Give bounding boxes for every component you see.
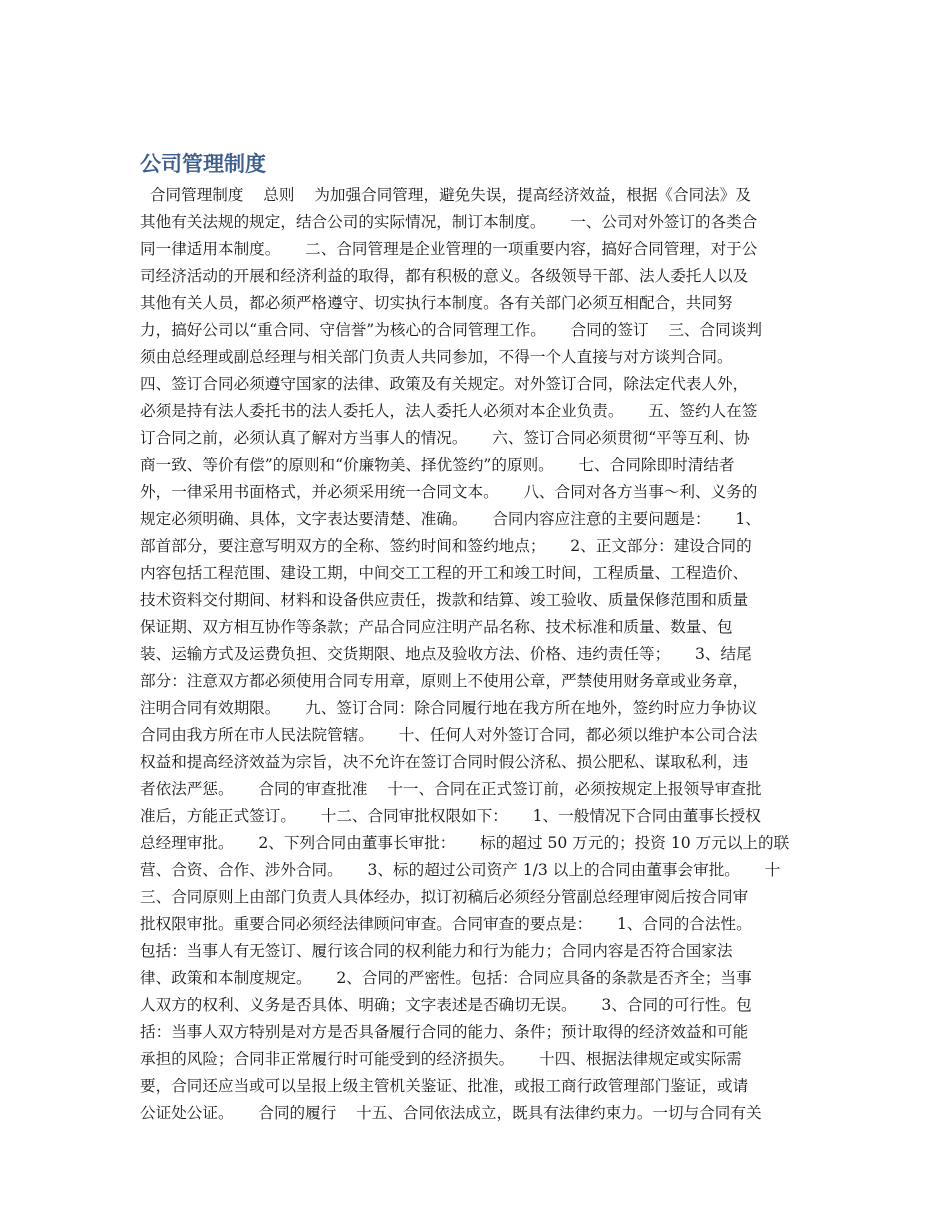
body-text-line: 者依法严惩。 合同的审查批准 十一、合同在正式签订前，必须按规定上报领导审查批 — [140, 780, 762, 798]
body-text-line: 四、签订合同必须遵守国家的法律、政策及有关规定。对外签订合同，除法定代表人外， — [140, 375, 749, 393]
body-text-line: 部首部分，要注意写明双方的全称、签约时间和签约地点； 2、正文部分：建设合同的 — [140, 537, 752, 555]
body-text-line: 权益和提高经济效益为宗旨，决不允许在签订合同时假公济私、损公肥私、谋取私利，违 — [140, 753, 749, 771]
body-text-line: 总经理审批。 2、下列合同由董事长审批： 标的超过 50 万元的；投资 10 万元以上的联 — [140, 834, 790, 852]
body-text-line: 律、政策和本制度规定。 2、合同的严密性。包括：合同应具备的条款是否齐全；当事 — [140, 969, 752, 987]
body-text-line: 订合同之前，必须认真了解对方当事人的情况。 六、签订合同必须贯彻“平等互利、协 — [140, 429, 750, 447]
body-text-line: 营、合资、合作、涉外合同。 3、标的超过公司资产 1/3 以上的合同由董事会审批。 十 — [140, 861, 781, 879]
body-text-line: 同一律适用本制度。 二、合同管理是企业管理的一项重要内容，搞好合同管理，对于公 — [140, 240, 758, 258]
body-text-line: 其他有关人员，都必须严格遵守、切实执行本制度。各有关部门必须互相配合，共同努 — [140, 294, 733, 312]
body-text-line: 规定必须明确、具体，文字表达要清楚、准确。 合同内容应注意的主要问题是： 1、 — [140, 510, 761, 528]
page-title: 公司管理制度 — [140, 152, 266, 176]
body-text-line: 人双方的权利、义务是否具体、明确；文字表述是否确切无误。 3、合同的可行性。包 — [140, 996, 752, 1014]
body-text-line: 要，合同还应当或可以呈报上级主管机关鉴证、批准，或报工商行政管理部门鉴证，或请 — [140, 1077, 749, 1095]
body-text-line: 必须是持有法人委托书的法人委托人，法人委托人必须对本企业负责。 五、签约人在签 — [140, 402, 758, 420]
body-text-line: 合同由我方所在市人民法院管辖。 十、任何人对外签订合同，都必须以维护本公司合法 — [140, 726, 758, 744]
body-text-line: 内容包括工程范围、建设工期，中间交工工程的开工和竣工时间，工程质量、工程造价、 — [140, 564, 749, 582]
body-text-line: 商一致、等价有偿”的原则和“价廉物美、择优签约”的原则。 七、合同除即时清结者 — [140, 456, 735, 474]
body-text-line: 部分：注意双方都必须使用合同专用章，原则上不使用公章，严禁使用财务章或业务章， — [140, 672, 749, 690]
body-text-line: 须由总经理或副总经理与相关部门负责人共同参加，不得一个人直接与对方谈判合同。 — [140, 348, 733, 366]
body-text-line: 力，搞好公司以“重合同、守信誉”为核心的合同管理工作。 合同的签订 三、合同谈判 — [140, 321, 762, 339]
body-text-line: 司经济活动的开展和经济利益的取得，都有积极的意义。各级领导干部、法人委托人以及 — [140, 267, 749, 285]
body-text-line: 批权限审批。重要合同必须经法律顾问审查。合同审查的要点是： 1、合同的合法性。 — [140, 915, 752, 933]
body-text-line: 合同管理制度 总则 为加强合同管理，避免失误，提高经济效益，根据《合同法》及 — [140, 186, 751, 204]
body-text-line: 三、合同原则上由部门负责人具体经办，拟订初稿后必须经分管副总经理审阅后按合同审 — [140, 888, 749, 906]
body-text-line: 括：当事人双方特别是对方是否具备履行合同的能力、条件；预计取得的经济效益和可能 — [140, 1023, 749, 1041]
body-text-line: 技术资料交付期间、材料和设备供应责任，拨款和结算、竣工验收、质量保修范围和质量 — [140, 591, 749, 609]
body-text-line: 其他有关法规的规定，结合公司的实际情况，制订本制度。 一、公司对外签订的各类合 — [140, 213, 758, 231]
body-text-line: 包括：当事人有无签订、履行该合同的权利能力和行为能力；合同内容是否符合国家法 — [140, 942, 733, 960]
body-text-line: 承担的风险；合同非正常履行时可能受到的经济损失。 十四、根据法律规定或实际需 — [140, 1050, 742, 1068]
body-text-line: 注明合同有效期限。 九、签订合同：除合同履行地在我方所在地外，签约时应力争协议 — [140, 699, 758, 717]
body-text-line: 保证期、双方相互协作等条款；产品合同应注明产品名称、技术标准和质量、数量、包 — [140, 618, 733, 636]
body-text-line: 外，一律采用书面格式，并必须采用统一合同文本。 八、合同对各方当事～利、义务的 — [140, 483, 758, 501]
document-body — [140, 182, 820, 1127]
body-text-line: 公证处公证。 合同的履行 十五、合同依法成立，既具有法律约束力。一切与合同有关 — [140, 1104, 762, 1122]
body-text-line: 准后，方能正式签订。 十二、合同审批权限如下： 1、一般情况下合同由董事长授权 — [140, 807, 761, 825]
body-text-line: 装、运输方式及运费负担、交货期限、地点及验收方法、价格、违约责任等； 3、结尾 — [140, 645, 752, 663]
